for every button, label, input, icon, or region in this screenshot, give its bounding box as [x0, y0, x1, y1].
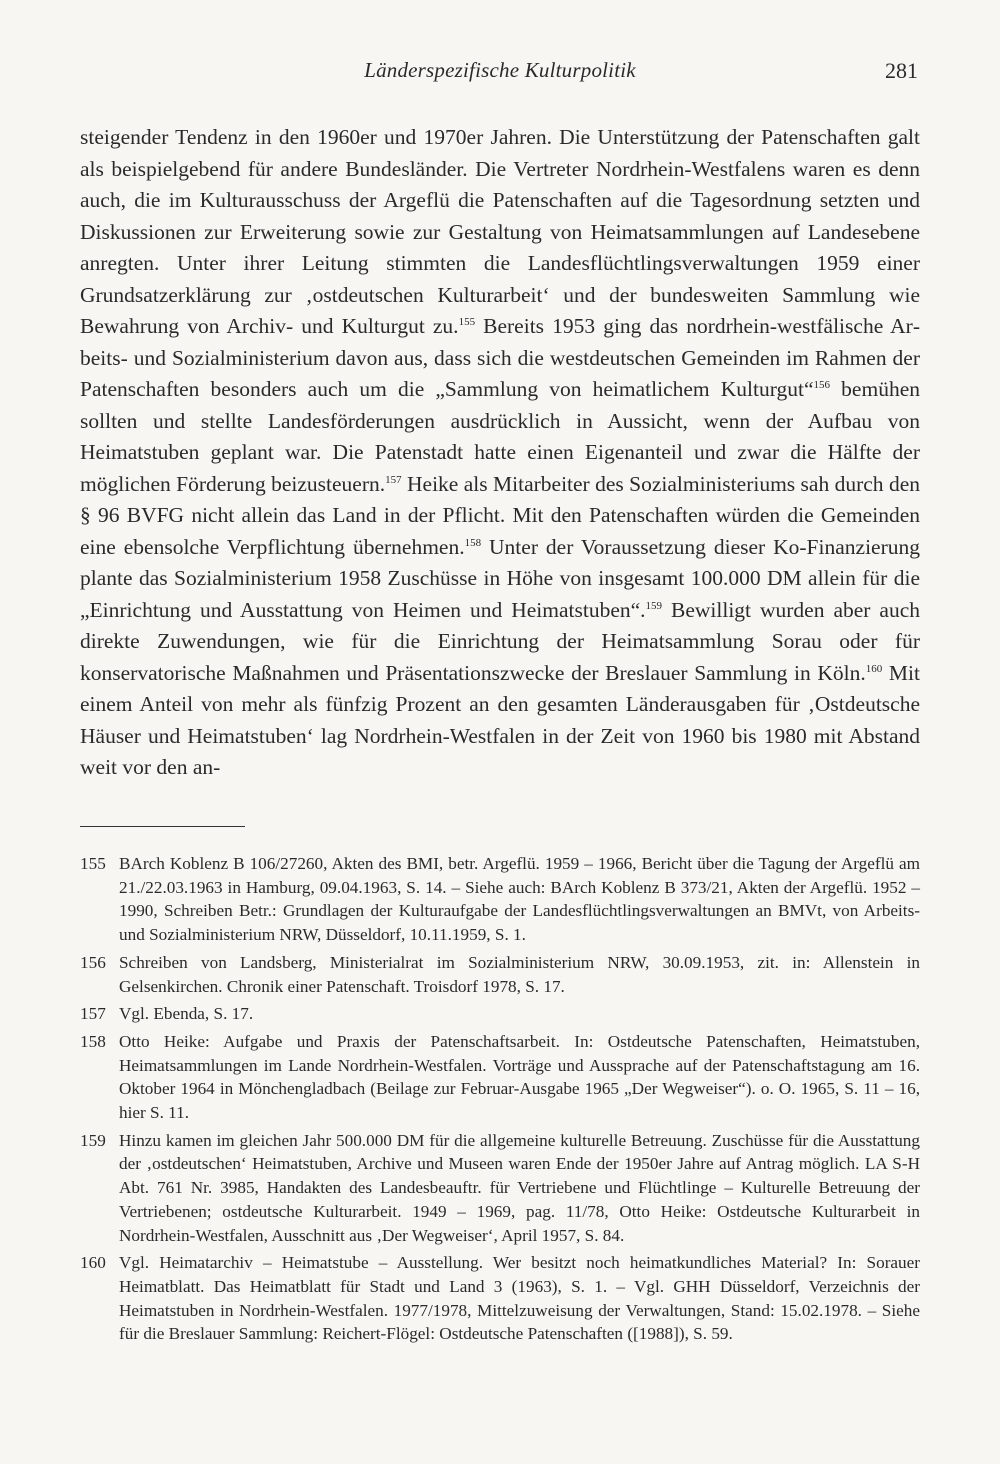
text-segment: steigender Tendenz in den 1960er und 1970er Jahren. Die Unterstützung der Patenschaften galt als beispielgebend für andere Bundesländer. Die Vertreter Nordrhein-Westfalens waren es denn auch, die im Kulturausschuss der Argeflü die Patenschaften auf die Tagesordnung setzten und Diskussionen zur Erweiterung sowie zur Gestaltung von Heimatsammlungen auf Landesebene anregten. Unter ihrer Leitung stimmten die Landesflüchtlingsverwaltungen 1959 einer Grundsatzerklärung zur ‚ostdeutschen Kulturarbeit‘ und der bundesweiten Sammlung wie Bewahrung von Archiv- und Kulturgut zu. — [80, 125, 920, 338]
footnote-text: BArch Koblenz B 106/27260, Akten des BMI, betr. Argeflü. 1959 – 1966, Bericht über die Tagung der Argeflü am 21./22.03.1963 in Hamburg, 09.04.1963, S. 14. – Siehe auch: BArch Koblenz B 373/21, Akten der Argeflü. 1952 – 1990, Schreiben Betr.: Grundlagen der Kulturaufgabe der Landesflüchtlingsverwaltungen an BMVt, von Arbeits- und Sozialministerium NRW, Düsseldorf, 10.11.1959, S. 1. — [119, 854, 920, 945]
footnote-number: 156 — [80, 952, 106, 972]
footnote-ref-156: 156 — [813, 379, 831, 391]
footnote-159 — [80, 1129, 920, 1248]
footnote-text: Vgl. Heimatarchiv – Heimatstube – Ausstellung. Wer besitzt noch heimatkundliches Material? In: Sorauer Heimatblatt. Das Heimatblatt für Stadt und Land 3 (1963), S. 1. – Vgl. GHH Düsseldorf, Verzeichnis der Heimatstuben in Nordrhein-Westfalen. 1977/1978, Mittelzuweisung der Verwaltungen, Stand: 15.02.1978. – Siehe für die Breslauer Sammlung: Reichert-Flögel: Ostdeutsche Patenschaften ([1988]), S. 59. — [119, 1253, 920, 1344]
page-number: 281 — [885, 58, 918, 83]
footnotes — [80, 852, 920, 1350]
footnote-text: Hinzu kamen im gleichen Jahr 500.000 DM für die allgemeine kulturelle Betreuung. Zuschüsse für die Ausstattung der ‚ostdeutschen‘ Heimatstuben, Archive und Museen waren Ende der 1950er Jahre auf Antrag möglich. LA S-H Abt. 761 Nr. 3985, Handakten des Landesbeauftr. für Vertriebene und Flüchtlinge – Kulturelle Betreuung der Vertriebenen; ostdeutsche Kulturarbeit. 1949 – 1969, pag. 11/78, Otto Heike: Ostdeutsche Kulturarbeit in Nordrhein-Westfalen, Ausschnitt aus ‚Der Wegweiser‘, April 1957, S. 84. — [119, 1130, 920, 1245]
text-segment: Mit einem Anteil von mehr als fünfzig Prozent an den gesamten Länderausgaben für ‚Ostdeutsche Häuser und Heimatstuben‘ lag Nordrhein-Westfalen in der Zeit von 1960 bis 1980 mit Abstand weit vor den an- — [80, 660, 920, 779]
footnote-156 — [80, 951, 920, 998]
text-segment: Heike als Mitarbeiter des Sozialministeriums sah durch den § 96 BVFG nicht allein das Land in der Pflicht. Mit den Patenschaften würden die Gemeinden eine ebensolche Verpflichtung übernehmen. — [80, 471, 920, 559]
footnote-number: 155 — [80, 854, 106, 873]
footnote-text: Vgl. Ebenda, S. 17. — [119, 1004, 254, 1024]
footnote-ref-157: 157 — [385, 473, 402, 486]
footnote-ref-159: 159 — [645, 599, 663, 612]
footnote-ref-160: 160 — [865, 662, 883, 675]
footnote-160 — [80, 1251, 920, 1346]
footnote-number: 159 — [80, 1130, 106, 1150]
footnote-number: 160 — [80, 1253, 106, 1273]
running-head — [80, 58, 920, 90]
text-segment: Bereits 1953 ging das nordrhein-westfälische Arbeits- und Sozialministerium davon aus, dass sich die westdeutschen Gemeinden im Rahmen der Patenschaften besonders auch um die „Sammlung von heimatlichem Kulturgut“ — [80, 314, 920, 401]
footnote-text: Schreiben von Landsberg, Ministerialrat im Sozialministerium NRW, 30.09.1953, zit. in: Allenstein in Gelsenkirchen. Chronik einer Patenschaft. Troisdorf 1978, S. 17. — [119, 952, 920, 996]
footnote-155 — [80, 852, 920, 947]
body-paragraph — [80, 122, 920, 784]
footnote-ref-158: 158 — [464, 536, 482, 549]
text-segment: Unter der Voraussetzung dieser Ko-Finanzierung plante das Sozialministerium 1958 Zuschüsse in Höhe von insgesamt 100.000 DM allein für die „Einrichtung und Ausstattung von Heimen und Heimatstuben“. — [80, 534, 920, 622]
footnote-number: 157 — [80, 1004, 106, 1024]
footnote-divider — [80, 826, 245, 827]
running-title: Länderspezifische Kulturpolitik — [364, 58, 636, 82]
main-text — [80, 122, 920, 784]
text-segment: Bewilligt wurden aber auch direkte Zuwendungen, wie für die Einrichtung der Heimatsammlung Sorau oder für konservatorische Maßnahmen und Präsentationszwecke der Breslauer Sammlung in Köln. — [80, 597, 920, 685]
footnote-text: Otto Heike: Aufgabe und Praxis der Patenschaftsarbeit. In: Ostdeutsche Patenschaften, Heimatstuben, Heimatsammlungen im Lande Nordrhein-Westfalen. Vorträge und Aussprache auf der Patenschaftstagung am 16. Oktober 1964 in Mönchengladbach (Beilage zur Februar-Ausgabe 1965 „Der Wegweiser“). o. O. 1965, S. 11 – 16, hier S. 11. — [119, 1031, 920, 1123]
footnote-158 — [80, 1030, 920, 1125]
text-segment: bemühen sollten und stellte Landesförderungen ausdrücklich in Aussicht, wenn der Aufbau von Heimatstuben geplant war. Die Patenstadt hatte einen Eigenanteil und zwar die Hälfte der möglichen Förderung beizusteuern. — [80, 377, 920, 496]
footnote-number: 158 — [80, 1031, 106, 1051]
footnote-157 — [80, 1002, 920, 1026]
footnote-ref-155: 155 — [458, 316, 476, 328]
